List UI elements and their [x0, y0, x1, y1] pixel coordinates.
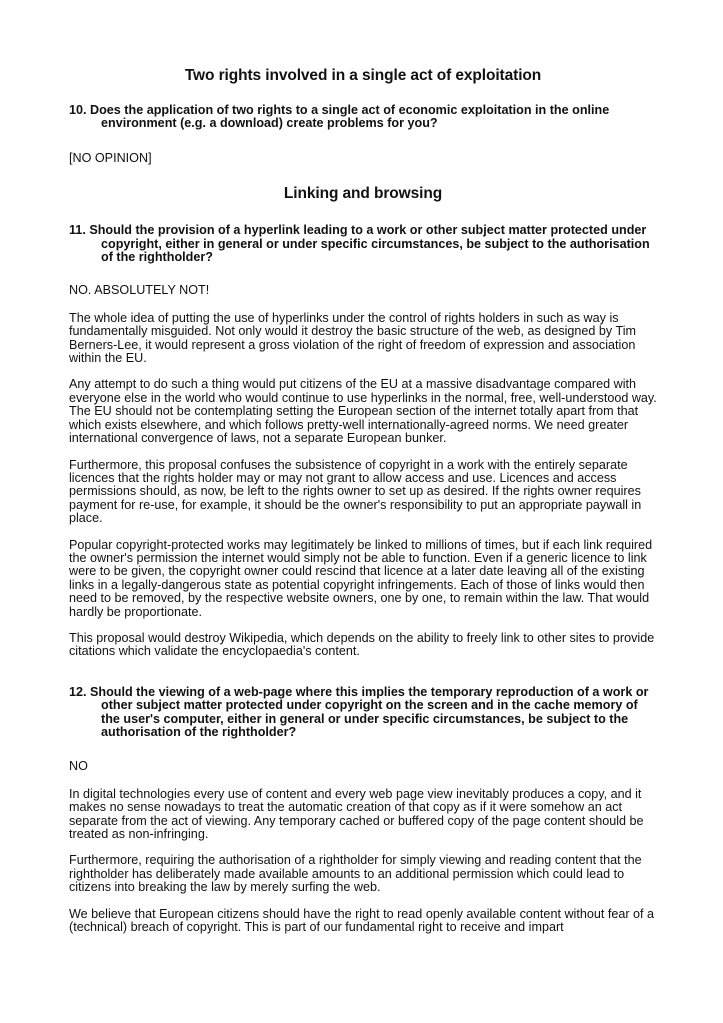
question-number: 12.: [69, 684, 87, 699]
question-11: [69, 224, 657, 264]
answer-12-paragraph: We believe that European citizens should have the right to read openly available content without fear of a (technical) breach of copyright. This is part of our fundamental right to receive and impart: [69, 906, 655, 935]
answer-11-paragraph: Any attempt to do such a thing would put citizens of the EU at a massive disadvantage compared with everyone else in the world who would continue to use hyperlinks in the normal, free, well-understood way. The EU should not be contemplating setting the European section of the internet totally apart from that which exists elsewhere, and which follows pretty-well internationally-agreed norms. We need greater international convergence of laws, not a separate European bunker.: [69, 377, 657, 446]
section-heading-linking: Linking and browsing: [283, 185, 443, 203]
answer-12-paragraph: Furthermore, requiring the authorisation of a rightholder for simply viewing and reading content that the rightholder has deliberately made available amounts to an additional permission which could lead to citizens into breaking the law by merely surfing the web.: [69, 853, 642, 895]
section-heading-exploitation: Two rights involved in a single act of exploitation: [184, 67, 542, 84]
answer-12-paragraph: In digital technologies every use of content and every web page view inevitably produces a copy, and it makes no sense nowadays to treat the automatic creation of that copy as if it were somehow an act separate from the act of viewing. Any temporary cached or buffered copy of the page content should be treated as non-infringing.: [69, 786, 644, 842]
question-10: [69, 104, 657, 131]
answer-10: [NO OPINION]: [69, 150, 152, 165]
answer-11-paragraph: The whole idea of putting the use of hyperlinks under the control of rights holders in such as way is fundamentally misguided. Not only would it destroy the basic structure of the web, as designed by Tim Berners-Lee, it would represent a gross violation of the right of freedom of expression and association within the EU.: [69, 310, 637, 366]
question-text: Should the provision of a hyperlink leading to a work or other subject matter protected under copyright, either in general or under specific circumstances, be subject to the authorisation of the rightholder?: [89, 223, 650, 265]
question-number: 10.: [69, 103, 87, 117]
answer-11: NO. ABSOLUTELY NOT!: [69, 283, 210, 298]
question-number: 11.: [69, 223, 86, 238]
answer-12: NO: [69, 759, 88, 774]
document-page: [69, 0, 657, 934]
question-text: Does the application of two rights to a single act of economic exploitation in the online environment (e.g. a download) create problems for you?: [90, 103, 610, 131]
answer-11-paragraph: Furthermore, this proposal confuses the subsistence of copyright in a work with the entirely separate licences that the rights holder may or may not grant to allow access and use. Licences and access permissions should, as now, be left to the rights owner to set up as desired. If the rights owner requires payment for re-use, for example, it should be the owner's responsibility to put an appropriate paywall in place.: [69, 457, 642, 526]
question-text: Should the viewing of a web-page where this implies the temporary reproduction of a work or other subject matter protected under copyright on the screen and in the cache memory of the user's computer, either in general or under specific circumstances, be subject to the authorisation of the rightholder?: [90, 684, 649, 739]
answer-11-paragraph: Popular copyright-protected works may legitimately be linked to millions of times, but if each link required the owner's permission the internet would simply not be able to function. Even if a generic licence to link were to be given, the copyright owner could rescind that licence at a later date leaving all of the existing links in a legally-dangerous state as potential copyright infringements. Each of those of links would then need to be removed, by the respective website owners, one by one, to remain within the law. That would hardly be proportionate.: [69, 537, 653, 619]
answer-11-paragraph: This proposal would destroy Wikipedia, which depends on the ability to freely link to other sites to provide citations which validate the encyclopaedia's content.: [69, 630, 655, 659]
question-12: [69, 686, 657, 740]
